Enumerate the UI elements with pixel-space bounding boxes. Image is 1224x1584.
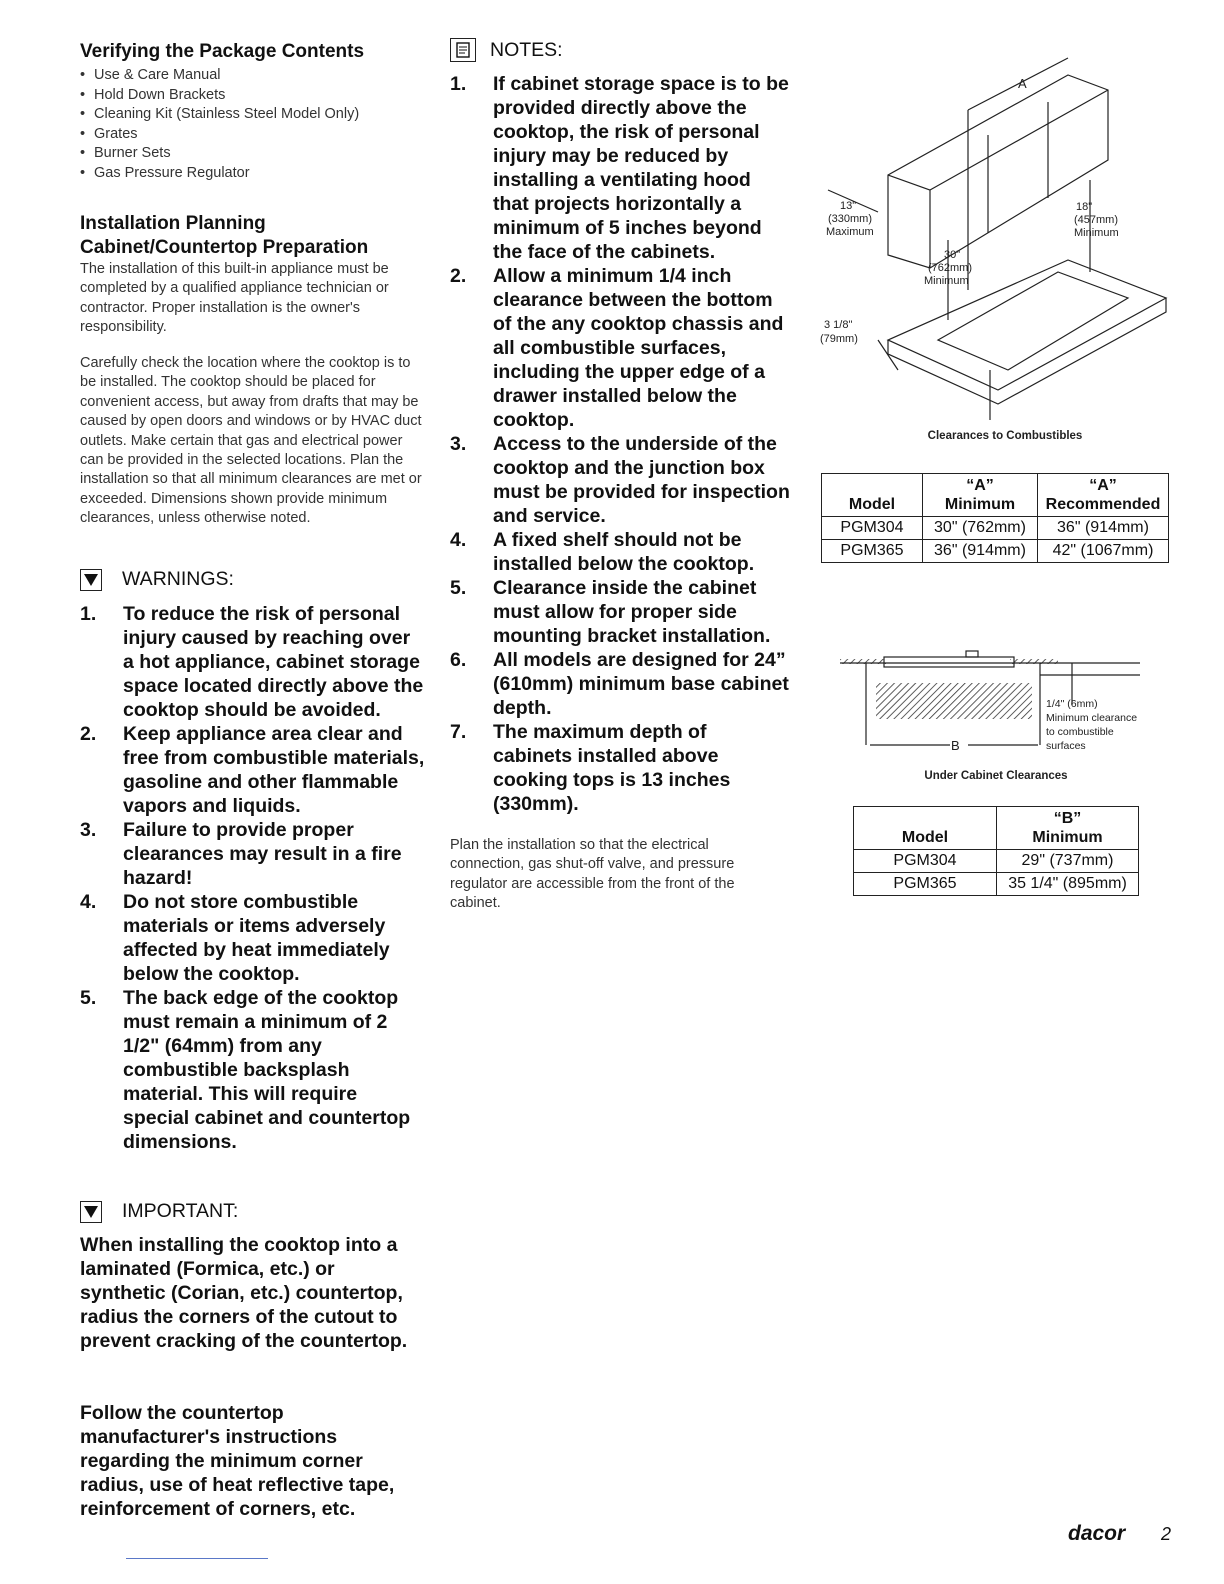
list-item: • Hold Down Brackets <box>80 86 430 106</box>
table-row: PGM304 29" (737mm) <box>854 850 1139 873</box>
label-b: B <box>951 738 960 753</box>
table-header-row: Model “B” Minimum <box>854 807 1139 850</box>
label-a: A <box>1018 76 1027 91</box>
item-text: All models are designed for 24” (610mm) minimum base cabinet depth. <box>493 649 789 719</box>
item-text: To reduce the risk of personal injury caused by reaching over a hot appliance, cabinet storage space located directly above the cooktop should be avoided. <box>123 603 424 721</box>
item-number: 4. <box>80 891 97 913</box>
dim-13-mm: (330mm) <box>828 213 873 225</box>
diagram1-caption: Clearances to Combustibles <box>927 430 1083 442</box>
list-item <box>450 264 790 432</box>
dim-18-in: 18" <box>1076 201 1093 213</box>
list-item: • Use & Care Manual <box>80 66 430 86</box>
list-item <box>80 602 425 722</box>
list-item <box>80 890 425 986</box>
dim-30-mm: (762mm) <box>928 262 973 274</box>
dim-318-in: 3 1/8" <box>824 319 853 331</box>
list-item <box>450 720 790 816</box>
divider <box>126 1558 268 1559</box>
item-number: 1. <box>80 603 97 625</box>
item-number: 5. <box>80 987 97 1009</box>
important-para-1: When installing the cooktop into a laminated (Formica, etc.) or synthetic (Corian, etc.) countertop, radius the corners of the cutout to prevent cracking of the countertop. <box>80 1234 408 1352</box>
warnings-title: WARNINGS: <box>122 568 234 590</box>
col-a-min: “A” Minimum <box>923 474 1038 517</box>
item-text: Clearance inside the cabinet must allow for proper side mounting bracket installation. <box>493 577 771 647</box>
dim-13-in: 13" <box>840 200 857 212</box>
item-text: Access to the underside of the cooktop and the junction box must be provided for inspection and service. <box>493 433 790 527</box>
list-item <box>80 986 425 1154</box>
notes-list <box>450 72 790 816</box>
item-text: Do not store combustible materials or items adversely affected by heat immediately below the cooktop. <box>123 891 390 985</box>
list-item <box>450 528 790 576</box>
item-number: 6. <box>450 649 467 671</box>
warnings-list <box>80 602 425 1154</box>
item-number: 2. <box>450 265 467 287</box>
page-number: 2 <box>1161 1524 1172 1544</box>
planning-para-1: The installation of this built-in appliance must be completed by a qualified appliance technician or contractor. Proper installation is the owner's responsibility. <box>80 261 389 336</box>
item-number: 1. <box>450 73 467 95</box>
notes-heading <box>450 38 563 62</box>
item-number: 4. <box>450 529 467 551</box>
plan-para: Plan the installation so that the electrical connection, gas shut-off valve, and pressure regulator are accessible from the front of the cabinet. <box>450 837 735 912</box>
table-row: PGM365 35 1/4" (895mm) <box>854 873 1139 896</box>
clearances-diagram <box>818 40 1178 420</box>
list-item <box>450 432 790 528</box>
table-header-row <box>822 474 1169 517</box>
item-number: 7. <box>450 721 467 743</box>
dacor-logo: dacor <box>1068 1522 1126 1545</box>
list-item <box>450 72 790 264</box>
item-number: 3. <box>80 819 97 841</box>
important-title: IMPORTANT: <box>122 1200 239 1222</box>
item-number: 5. <box>450 577 467 599</box>
list-item <box>450 648 790 720</box>
planning-title: Installation Planning <box>80 213 266 234</box>
list-item: • Grates <box>80 125 430 145</box>
planning-para-2: Carefully check the location where the cooktop is to be installed. The cooktop should be placed for convenient access, but away from drafts that may be caused by open doors and windows or by HVAC duct outlets. Make certain that gas and electrical power can be provided in the selected locations. Plan the installation so that all minimum clearances are met or exceeded. Dimensions shown provide minimum clearances, unless otherwise noted. <box>80 355 422 527</box>
warning-icon <box>80 1201 102 1223</box>
warnings-heading <box>80 568 234 591</box>
dim-13-note: Maximum <box>826 226 874 238</box>
item-text: Failure to provide proper clearances may result in a fire hazard! <box>123 819 402 889</box>
diagram2-caption: Under Cabinet Clearances <box>924 770 1068 782</box>
under-cabinet-diagram <box>840 645 1170 765</box>
dim-18-mm: (457mm) <box>1074 214 1119 226</box>
list-item: • Cleaning Kit (Stainless Steel Model Only) <box>80 105 430 125</box>
clear-4: surfaces <box>1046 740 1086 752</box>
important-para-2: Follow the countertop manufacturer's instructions regarding the minimum corner radius, use of heat reflective tape, reinforcement of corners, etc. <box>80 1402 395 1520</box>
table-row: PGM365 36" (914mm) 42" (1067mm) <box>822 540 1169 563</box>
item-number: 3. <box>450 433 467 455</box>
item-text: Keep appliance area clear and free from combustible materials, gasoline and other flammable vapors and liquids. <box>123 723 425 817</box>
list-item <box>450 576 790 648</box>
important-heading <box>80 1200 238 1223</box>
note-icon <box>450 38 476 62</box>
list-item <box>80 722 425 818</box>
col-model: Model <box>822 474 923 517</box>
warning-icon <box>80 569 102 591</box>
notes-title: NOTES: <box>490 38 563 61</box>
col-a-rec: “A” Recommended <box>1038 474 1169 517</box>
dim-30-note: Minimum <box>924 275 969 287</box>
list-item <box>80 818 425 890</box>
item-text: The maximum depth of cabinets installed above cooking tops is 13 inches (330mm). <box>493 721 731 815</box>
list-item: • Gas Pressure Regulator <box>80 164 430 184</box>
dim-30-in: 30" <box>944 249 961 261</box>
package-contents-list <box>80 66 430 183</box>
verify-title: Verifying the Package Contents <box>80 41 365 62</box>
table-row: PGM304 30" (762mm) 36" (914mm) <box>822 517 1169 540</box>
dim-318-mm: (79mm) <box>820 333 858 345</box>
clearance-table-a <box>821 473 1169 563</box>
clearance-table-b <box>853 806 1139 896</box>
item-text: The back edge of the cooktop must remain a minimum of 2 1/2" (64mm) from any combustible backsplash material. This will require special cabinet and countertop dimensions. <box>123 987 411 1153</box>
clear-1: 1/4" (6mm) <box>1046 698 1098 710</box>
list-item: • Burner Sets <box>80 144 430 164</box>
dim-18-note: Minimum <box>1074 227 1119 239</box>
item-number: 2. <box>80 723 97 745</box>
clear-2: Minimum clearance <box>1046 712 1138 724</box>
item-text: If cabinet storage space is to be provided directly above the cooktop, the risk of personal injury may be reduced by installing a ventilating hood that projects horizontally a minimum of 5 inches beyond the face of the cabinets. <box>493 73 789 263</box>
clear-3: to combustible <box>1046 726 1114 738</box>
item-text: A fixed shelf should not be installed below the cooktop. <box>493 529 755 575</box>
item-text: Allow a minimum 1/4 inch clearance between the bottom of the any cooktop chassis and all combustible surfaces, including the upper edge of a drawer installed below the cooktop. <box>493 265 784 431</box>
cabinet-prep-title: Cabinet/Countertop Preparation <box>80 237 369 258</box>
